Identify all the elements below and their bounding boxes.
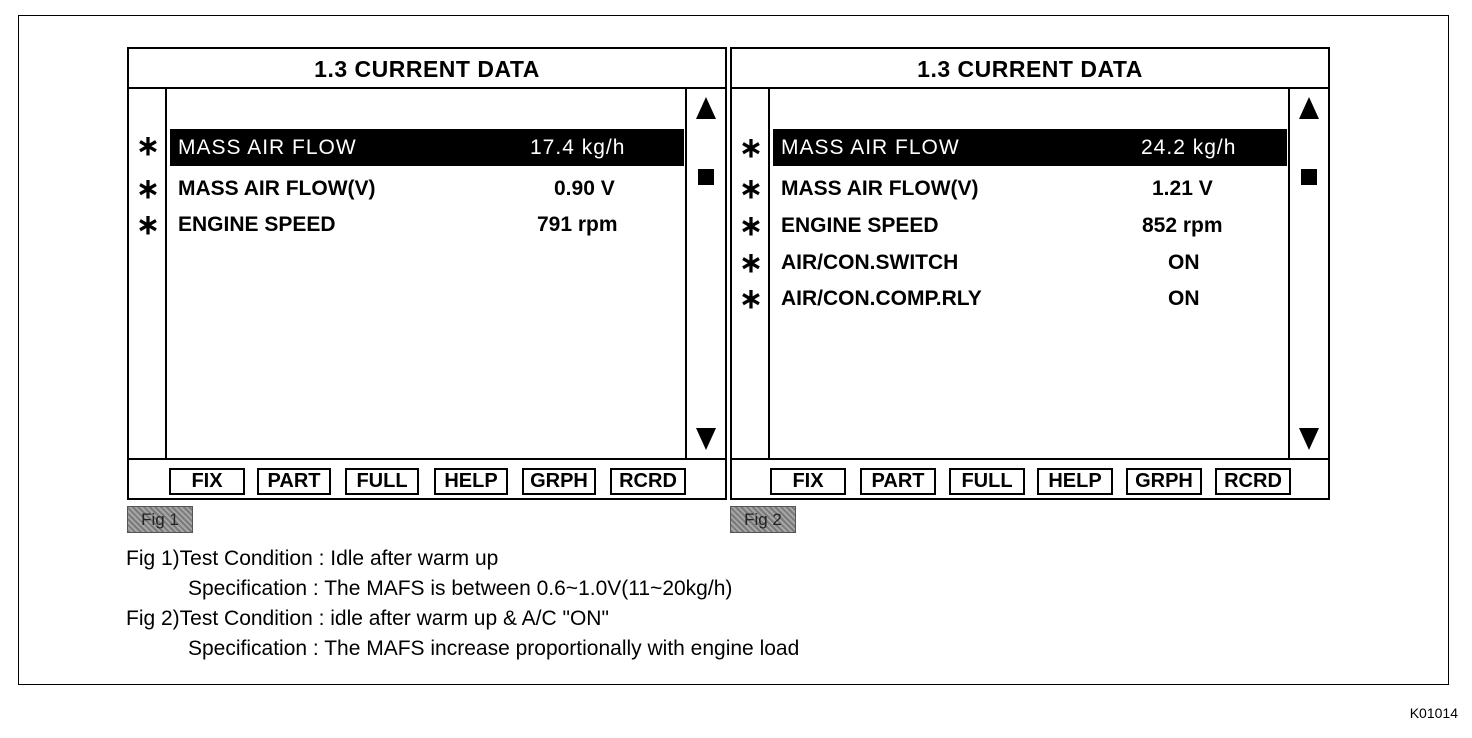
fig-1-test-condition: Fig 1)Test Condition : Idle after warm up [126, 547, 499, 570]
scrollbar[interactable] [685, 89, 725, 458]
full-button[interactable]: FULL [345, 468, 419, 495]
asterisk-icon: ∗ [136, 173, 160, 204]
row-value: ON [1168, 287, 1200, 310]
asterisk-icon: ∗ [739, 210, 763, 241]
scan-tool-screen-2 [730, 47, 1330, 500]
row-label: MASS AIR FLOW [178, 136, 357, 159]
fig-1-tag: Fig 1 [127, 506, 193, 533]
row-value: 17.4 kg/h [530, 136, 626, 159]
part-button[interactable]: PART [257, 468, 331, 495]
asterisk-icon: ∗ [739, 283, 763, 314]
scroll-thumb[interactable] [1301, 169, 1317, 185]
asterisk-icon: ∗ [739, 132, 763, 163]
row-label[interactable]: MASS AIR FLOW(V) [781, 177, 979, 200]
arrow-down-icon[interactable] [1299, 428, 1319, 450]
row-label[interactable]: MASS AIR FLOW(V) [178, 177, 376, 200]
fig-2-test-condition: Fig 2)Test Condition : idle after warm up & A/C "ON" [126, 607, 609, 630]
screen-title: 1.3 CURRENT DATA [129, 49, 725, 89]
grph-button[interactable]: GRPH [1126, 468, 1202, 495]
rcrd-button[interactable]: RCRD [1215, 468, 1291, 495]
rcrd-button[interactable]: RCRD [610, 468, 686, 495]
screen-title: 1.3 CURRENT DATA [732, 49, 1328, 89]
row-label[interactable]: AIR/CON.SWITCH [781, 251, 959, 274]
asterisk-icon: ∗ [739, 173, 763, 204]
row-label[interactable]: AIR/CON.COMP.RLY [781, 287, 982, 310]
grph-button[interactable]: GRPH [522, 468, 596, 495]
fix-button[interactable]: FIX [770, 468, 846, 495]
help-button[interactable]: HELP [1037, 468, 1113, 495]
figure-code: K01014 [1409, 705, 1458, 721]
full-button[interactable]: FULL [949, 468, 1025, 495]
fig-2-tag: Fig 2 [730, 506, 796, 533]
asterisk-icon: ∗ [136, 130, 160, 161]
row-value: ON [1168, 251, 1200, 274]
scroll-thumb[interactable] [698, 169, 714, 185]
part-button[interactable]: PART [860, 468, 936, 495]
row-label[interactable]: ENGINE SPEED [178, 213, 336, 236]
arrow-up-icon[interactable] [1299, 97, 1319, 119]
function-key-bar [129, 458, 725, 498]
row-value: 0.90 V [554, 177, 615, 200]
fig-1-specification: Specification : The MAFS is between 0.6~1.0V(11~20kg/h) [188, 577, 733, 600]
scrollbar[interactable] [1288, 89, 1328, 458]
row-value: 1.21 V [1152, 177, 1213, 200]
row-label[interactable]: ENGINE SPEED [781, 214, 939, 237]
asterisk-icon: ∗ [739, 247, 763, 278]
row-value: 852 rpm [1142, 214, 1223, 237]
row-value: 791 rpm [537, 213, 618, 236]
arrow-up-icon[interactable] [696, 97, 716, 119]
help-button[interactable]: HELP [434, 468, 508, 495]
fig-2-specification: Specification : The MAFS increase proportionally with engine load [188, 637, 800, 660]
function-key-bar [732, 458, 1328, 498]
list-item-selected[interactable] [170, 129, 684, 166]
arrow-down-icon[interactable] [696, 428, 716, 450]
list-item-selected[interactable] [773, 129, 1287, 166]
asterisk-icon: ∗ [136, 209, 160, 240]
scan-tool-screen-1 [127, 47, 727, 500]
fix-button[interactable]: FIX [169, 468, 245, 495]
row-label: MASS AIR FLOW [781, 136, 960, 159]
row-value: 24.2 kg/h [1141, 136, 1237, 159]
